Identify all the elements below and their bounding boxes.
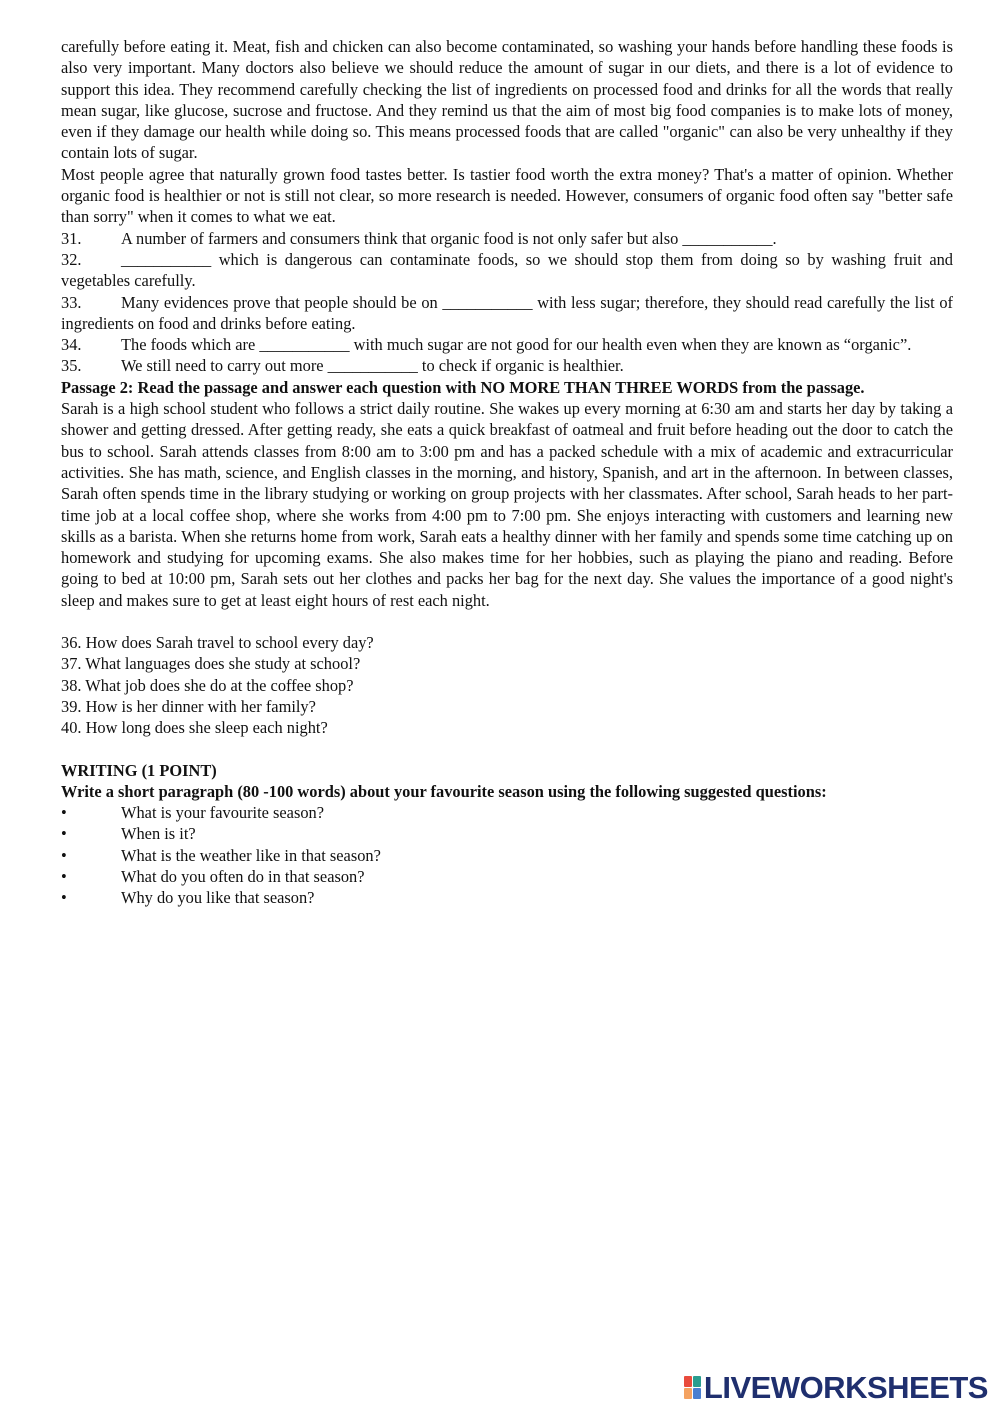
writing-heading: WRITING (1 POINT) xyxy=(61,760,217,780)
question-item: 33. Many evidences prove that people should be on ___________ with less sugar; therefore, they should read carefully the list of ingredients on food and drinks before eating. xyxy=(61,292,953,333)
question-text[interactable]: The foods which are ___________ with much sugar are not good for our health even when they are known as “organic”. xyxy=(121,335,912,355)
prompt-item: • What is the weather like in that season? xyxy=(61,845,381,865)
logo-block xyxy=(684,1376,692,1387)
worksheet-page xyxy=(61,36,953,909)
question-item: 32. ___________ which is dangerous can contaminate foods, so we should stop them from doing so by washing fruit and vegetables carefully. xyxy=(61,249,953,291)
bullet-icon: • xyxy=(61,866,67,886)
logo-block xyxy=(693,1388,701,1399)
question-item[interactable]: 37. What languages does she study at school? xyxy=(61,654,361,674)
bullet-icon: • xyxy=(61,824,67,844)
question-item[interactable]: 36. How does Sarah travel to school every day? xyxy=(61,633,374,653)
question-item: 31. A number of farmers and consumers think that organic food is not only safer but also ___________. xyxy=(61,228,777,248)
prompt-item: • When is it? xyxy=(61,824,196,844)
passage2-text: Sarah is a high school student who follows a strict daily routine. She wakes up every morning at 6:30 am and starts her day by taking a shower and getting dressed. After getting ready, she eats a quick breakfast of oatmeal and fruit before heading out the door to catch the bus to school. Sarah attends classes from 8:00 am to 3:00 pm and has a packed schedule with a mix of academic and extracurricular activities. She has math, science, and English classes in the morning, and history, Spanish, and art in the afternoon. In between classes, Sarah often spends time in the library studying or working on group projects with her classmates. After school, Sarah heads to her part-time job at a local coffee shop, where she works from 4:00 pm to 7:00 pm. She enjoys interacting with customers and learning new skills as a barista. When she returns home from work, Sarah eats a healthy dinner with her family and spends some time catching up on homework and studying for upcoming exams. She also makes time for her hobbies, such as playing the piano and reading. Before going to bed at 10:00 pm, Sarah sets out her clothes and packs her bag for the next day. She values the importance of a good night's sleep and makes sure to get at least eight hours of rest each night. xyxy=(61,399,953,610)
question-item: 34. The foods which are ___________ with much sugar are not good for our health even when they are known as “organic”. xyxy=(61,335,912,355)
bullet-icon: • xyxy=(61,888,67,908)
writing-prompts xyxy=(61,802,953,908)
question-item: 35. We still need to carry out more ___________ to check if organic is healthier. xyxy=(61,356,624,376)
question-item[interactable]: 39. How is her dinner with her family? xyxy=(61,696,316,716)
fill-in-questions xyxy=(61,228,953,377)
logo-text: LIVEWORKSHEETS xyxy=(703,1369,988,1405)
writing-instruction: Write a short paragraph (80 -100 words) about your favourite season using the following suggested questions: xyxy=(61,781,827,801)
bullet-icon: • xyxy=(61,845,67,865)
question-text[interactable]: We still need to carry out more ___________ to check if organic is healthier. xyxy=(121,356,624,376)
question-item[interactable]: 38. What job does she do at the coffee shop? xyxy=(61,675,354,695)
short-answer-questions xyxy=(61,632,953,738)
logo-icon xyxy=(684,1376,701,1399)
question-text[interactable]: A number of farmers and consumers think that organic food is not only safer but also ___________. xyxy=(121,228,777,248)
logo-block xyxy=(684,1388,692,1399)
passage1-paragraph: Most people agree that naturally grown food tastes better. Is tastier food worth the extra money? That's a matter of opinion. Whether organic food is healthier or not is still not clear, so more research is needed. However, consumers of organic food often say "better safe than sorry" when it comes to what we eat. xyxy=(61,164,953,227)
passage1-paragraph: carefully before eating it. Meat, fish and chicken can also become contaminated, so washing your hands before handling these foods is also very important. Many doctors also believe we should reduce the amount of sugar in our diets, and there is a lot of evidence to support this idea. They recommend carefully checking the list of ingredients on processed food and drinks for all the words that really mean sugar, like glucose, sucrose and fructose. And they remind us that the aim of most big food companies is to make lots of money, even if they damage our health while doing so. This means processed foods that are called "organic" can also be very unhealthy if they contain lots of sugar. xyxy=(61,37,953,163)
question-text[interactable]: Many evidences prove that people should be on ___________ with less sugar; therefore, they should read carefully the list of ingredients on food and drinks before eating. xyxy=(61,292,953,333)
prompt-item: • What do you often do in that season? xyxy=(61,866,365,886)
passage2-heading: Passage 2: Read the passage and answer each question with NO MORE THAN THREE WORDS from the passage. xyxy=(61,377,865,397)
liveworksheets-logo xyxy=(684,1369,988,1405)
prompt-item: • Why do you like that season? xyxy=(61,888,315,908)
prompt-item: • What is your favourite season? xyxy=(61,803,324,823)
logo-block xyxy=(693,1376,701,1387)
question-text[interactable]: ___________ which is dangerous can contaminate foods, so we should stop them from doing so by washing fruit and vegetables carefully. xyxy=(61,249,953,291)
question-item[interactable]: 40. How long does she sleep each night? xyxy=(61,718,328,738)
bullet-icon: • xyxy=(61,803,67,823)
